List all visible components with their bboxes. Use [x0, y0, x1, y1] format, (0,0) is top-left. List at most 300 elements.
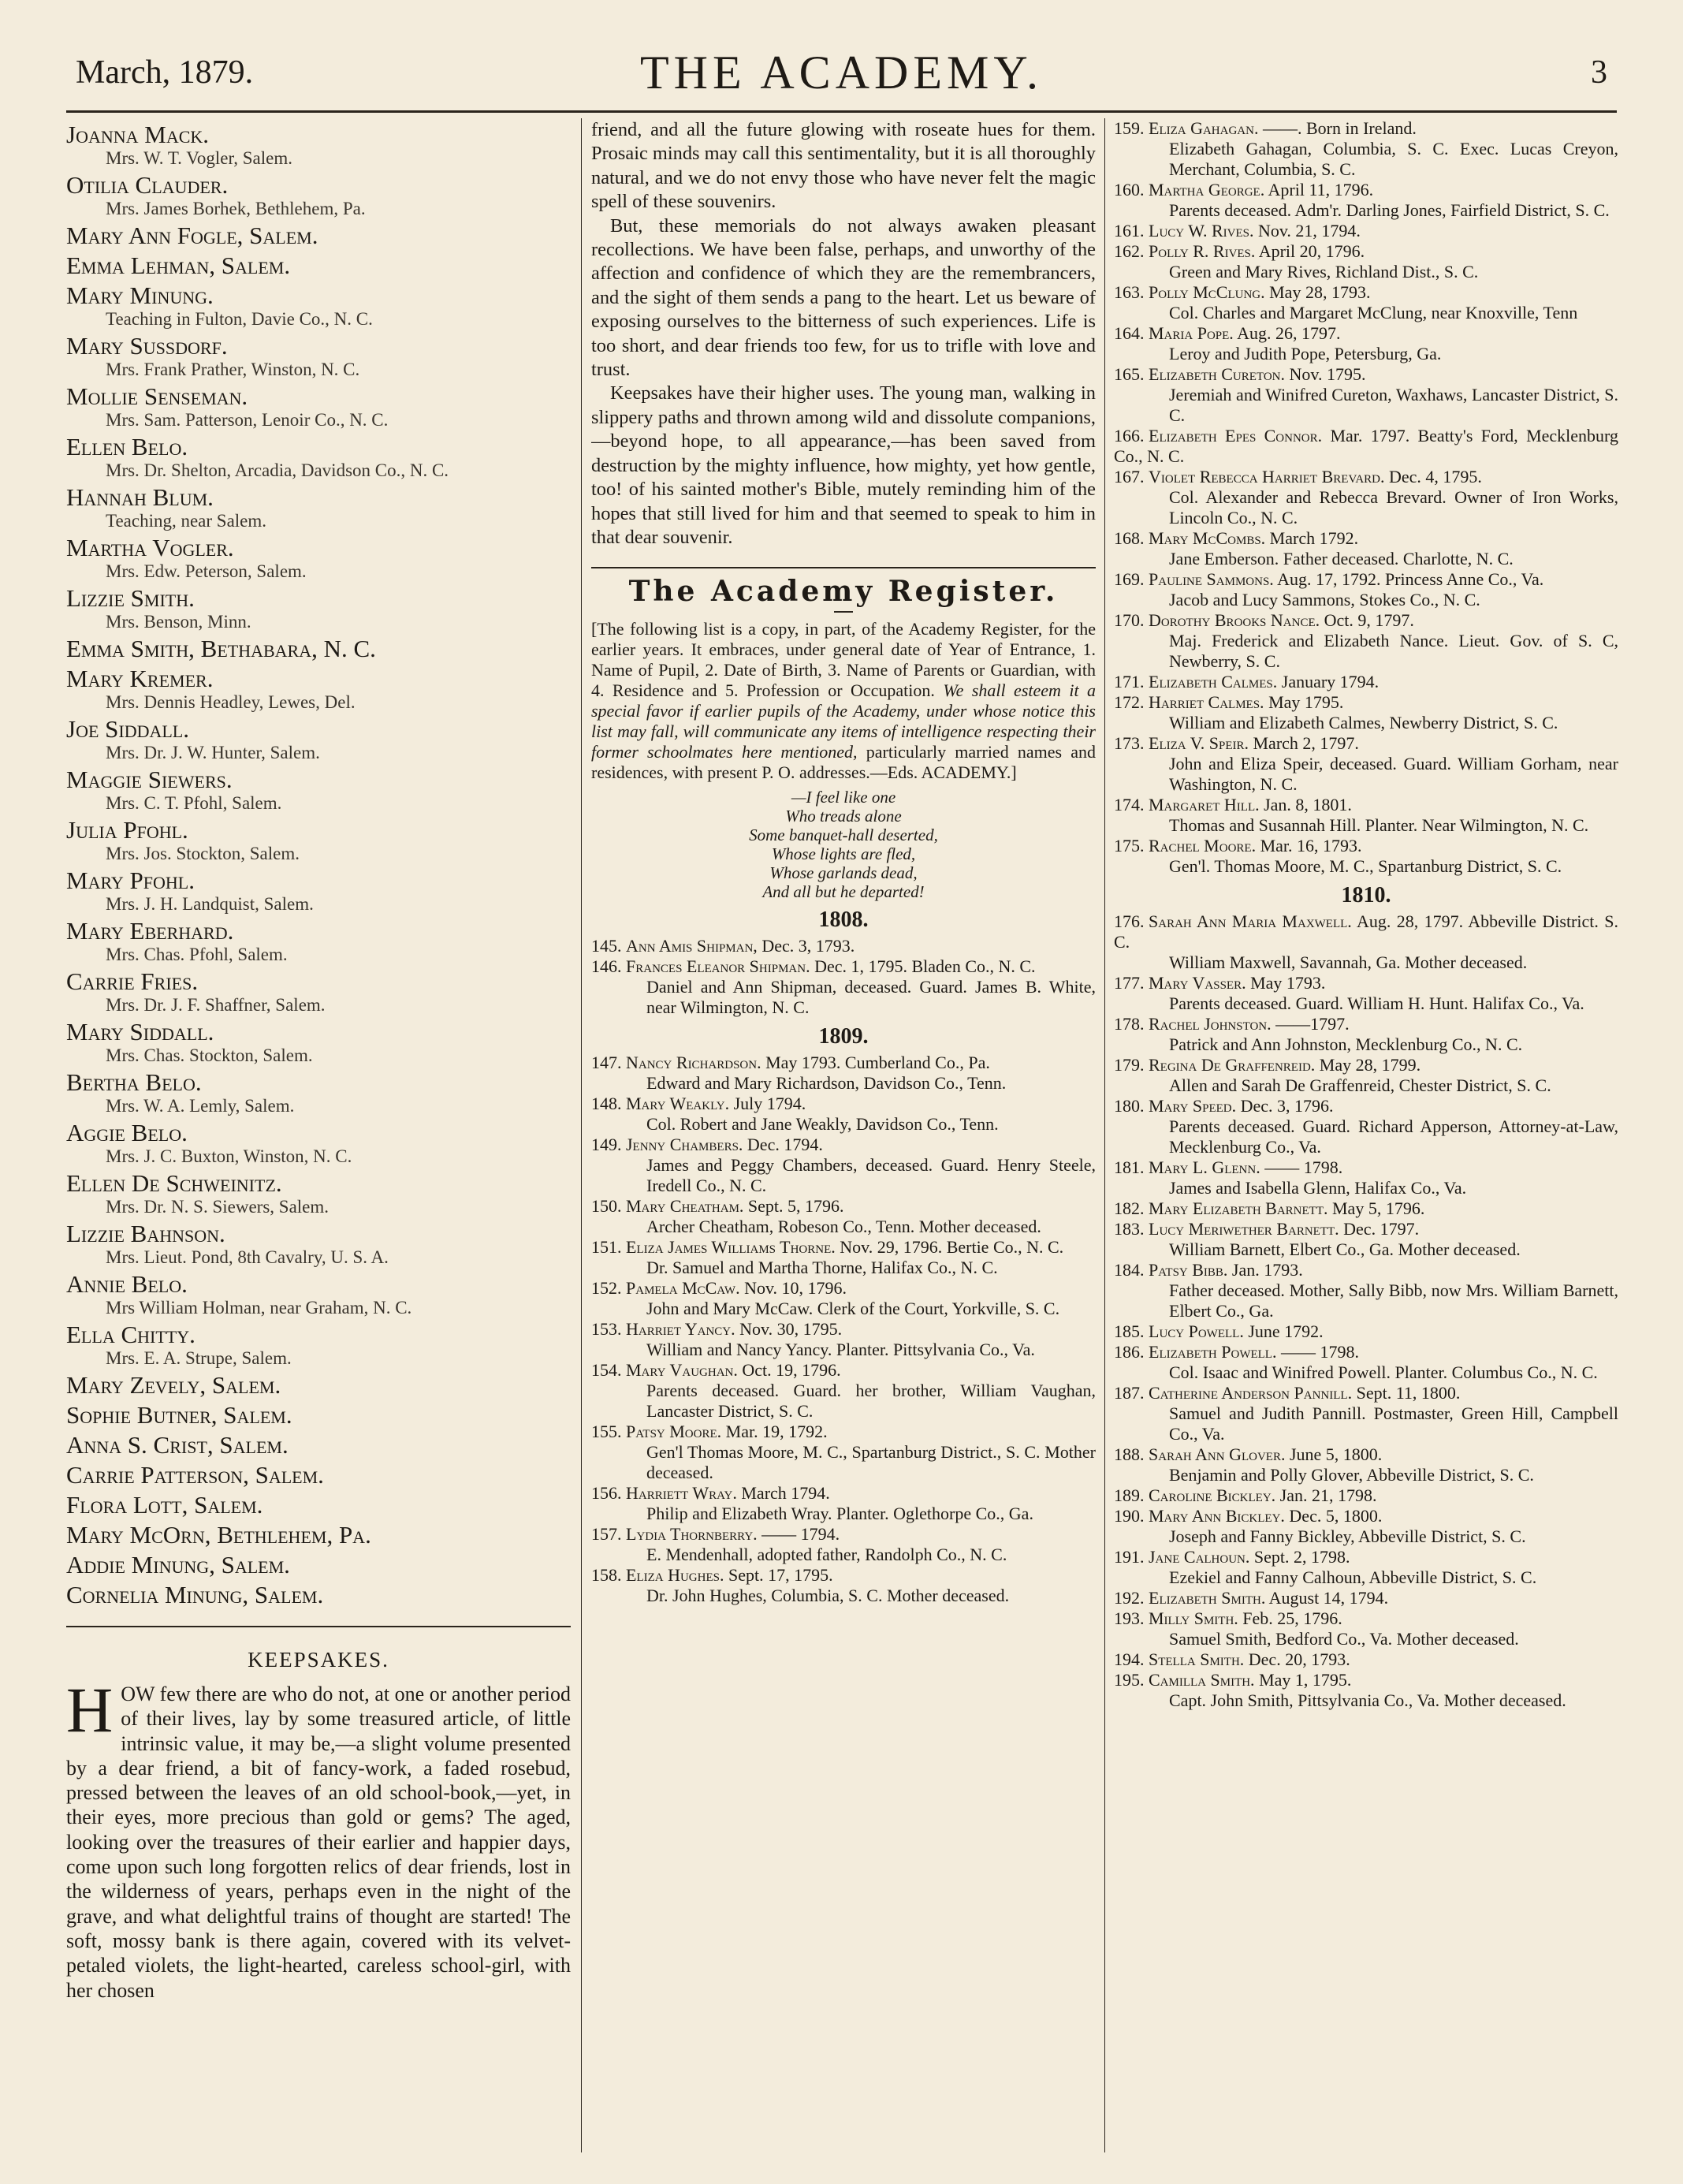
entry-number: 165.: [1114, 364, 1145, 384]
entry-date: Mar. 16, 1793.: [1256, 836, 1362, 855]
entry-number: 187.: [1114, 1383, 1145, 1403]
entry-details: Thomas and Susannah Hill. Planter. Near Wilmington, N. C.: [1169, 815, 1589, 835]
entry-date: March 1792.: [1265, 528, 1359, 548]
register-entry: [1114, 1342, 1618, 1362]
entry-number: 193.: [1114, 1608, 1145, 1628]
entry-date: Dec. 4, 1795.: [1384, 467, 1482, 486]
header-rule: [66, 110, 1617, 113]
student-name: Lizzie Smith.: [66, 584, 195, 612]
entry-date: July 1794.: [729, 1094, 806, 1114]
entry-number: 172.: [1114, 692, 1145, 712]
student-address: Mrs. Sam. Patterson, Lenoir Co., N. C.: [106, 410, 389, 430]
student-list: [66, 121, 571, 1608]
entry-details: Elizabeth Gahagan, Columbia, S. C. Exec. Lucas Creyon, Merchant, Columbia, S. C.: [1169, 139, 1618, 179]
register-entry: [591, 956, 1096, 977]
entry-date: Dec. 3, 1793.: [757, 936, 855, 956]
student-name: Mary Minung.: [66, 281, 214, 309]
entry-date: Aug. 28, 1797. Abbeville District. S. C.: [1114, 911, 1618, 952]
entry-number: 147.: [591, 1053, 622, 1073]
entry-name: Polly McClung.: [1149, 282, 1265, 302]
entry-number: 148.: [591, 1094, 622, 1114]
register-entry: [1114, 672, 1618, 692]
student-address: Mrs. Chas. Stockton, Salem.: [106, 1045, 313, 1065]
entry-details: Jacob and Lucy Sammons, Stokes Co., N. C.: [1169, 590, 1480, 609]
entry-name: Maria Pope.: [1149, 323, 1234, 343]
student-address: Mrs. W. A. Lemly, Salem.: [106, 1096, 295, 1116]
entry-details: William Maxwell, Savannah, Ga. Mother deceased.: [1169, 952, 1528, 972]
entry-details: William and Nancy Yancy. Planter. Pittsylvania Co., Va.: [646, 1340, 1035, 1360]
column-divider-2: [1104, 118, 1105, 2152]
register-entry: [591, 1135, 1096, 1155]
entry-name: Caroline Bickley.: [1149, 1485, 1276, 1505]
entry-name: Eliza Gahagan.: [1149, 118, 1259, 138]
entry-number: 189.: [1114, 1485, 1145, 1505]
entry-details: Joseph and Fanny Bickley, Abbeville District, S. C.: [1169, 1526, 1526, 1546]
entry-name: Lucy Meriwether Barnett.: [1149, 1219, 1339, 1239]
entry-number: 180.: [1114, 1096, 1145, 1116]
entry-date: Jan. 8, 1801.: [1259, 795, 1352, 814]
entry-date: Sept. 17, 1795.: [724, 1565, 833, 1586]
entry-number: 157.: [591, 1524, 622, 1545]
entry-name: Sarah Ann Glover.: [1149, 1444, 1286, 1464]
register-entry: [1114, 1383, 1618, 1403]
register-request: We shall esteem it a special favor if earlier pupils of the Academy, under whose notice this list may fall, will communicate any items of intelligence respecting their former schoolmates here mentioned,: [591, 680, 1096, 762]
register-entry: [1114, 221, 1618, 241]
entry-details: Benjamin and Polly Glover, Abbeville District, S. C.: [1169, 1465, 1534, 1485]
entry-details: Col. Charles and Margaret McClung, near Knoxville, Tenn: [1169, 303, 1578, 322]
entry-date: Dec. 20, 1793.: [1244, 1649, 1350, 1669]
register-entry: [1114, 836, 1618, 856]
year-heading: 1810.: [1341, 883, 1391, 908]
entry-details: Samuel and Judith Pannill. Postmaster, Green Hill, Campbell Co., Va.: [1169, 1403, 1618, 1444]
entry-name: Jane Calhoun.: [1149, 1547, 1250, 1567]
entry-number: 183.: [1114, 1219, 1145, 1239]
page-header: [76, 46, 1607, 101]
entry-details: Dr. John Hughes, Columbia, S. C. Mother deceased.: [646, 1586, 1010, 1606]
student-address: Mrs. J. H. Landquist, Salem.: [106, 894, 314, 914]
entry-number: 190.: [1114, 1506, 1145, 1526]
entry-number: 174.: [1114, 795, 1145, 814]
entry-details: Maj. Frederick and Elizabeth Nance. Lieut. Gov. of S. C, Newberry, S. C.: [1169, 631, 1618, 671]
register-entry: [1114, 1198, 1618, 1219]
entry-number: 161.: [1114, 221, 1145, 240]
student-name: Aggie Belo.: [66, 1119, 188, 1146]
register-entry: [1114, 1485, 1618, 1506]
entry-name: Lydia Thornberry.: [626, 1524, 758, 1545]
entry-name: Ann Amis Shipman,: [626, 936, 758, 956]
entry-name: Dorothy Brooks Nance.: [1149, 610, 1320, 630]
student-name: Mary Eberhard.: [66, 917, 234, 945]
entry-details: E. Mendenhall, adopted father, Randolph Co., N. C.: [646, 1545, 1007, 1565]
entry-name: Mary Vasser.: [1149, 973, 1246, 993]
entry-name: Milly Smith.: [1149, 1608, 1238, 1628]
entry-details: Jane Emberson. Father deceased. Charlotte, N. C.: [1169, 549, 1514, 568]
register-entry: [1114, 364, 1618, 385]
section-divider: [591, 567, 1096, 568]
student-name: Mollie Senseman.: [66, 382, 248, 410]
entry-details: Samuel Smith, Bedford Co., Va. Mother deceased.: [1169, 1629, 1519, 1649]
register-entry: [591, 936, 1096, 956]
student-name: Mary Pfohl.: [66, 867, 195, 894]
entry-number: 171.: [1114, 672, 1145, 691]
student-address: Teaching, near Salem.: [106, 511, 267, 531]
entry-details: William and Elizabeth Calmes, Newberry District, S. C.: [1169, 713, 1558, 732]
register-entry: [591, 1524, 1096, 1545]
entry-number: 151.: [591, 1237, 622, 1258]
entry-name: Elizabeth Powell.: [1149, 1342, 1277, 1362]
student-name: Emma Smith, Bethabara, N. C.: [66, 635, 376, 662]
entry-date: Nov. 30, 1795.: [735, 1319, 843, 1340]
entry-date: Oct. 9, 1797.: [1320, 610, 1414, 630]
register-entry: [1114, 426, 1618, 467]
entry-details: Ezekiel and Fanny Calhoun, Abbeville District, S. C.: [1169, 1567, 1537, 1587]
entry-number: 158.: [591, 1565, 622, 1586]
entry-date: Feb. 25, 1796.: [1238, 1608, 1342, 1628]
entry-date: May 28, 1793.: [1264, 282, 1371, 302]
register-intro-text: [The following list is a copy, in part, of the Academy Register, for the earlier years. It embraces, under general date of Year of Entrance, 1. Name of Pupil, 2. Date of Birth, 3. Name of Parents or Guardian, with 4. Residence and 5. Profession or Occupation.: [591, 619, 1096, 701]
register-entry: [1114, 795, 1618, 815]
entry-name: Harriet Yancy.: [626, 1319, 735, 1340]
keepsakes-continued-3: Keepsakes have their higher uses. The young man, walking in slippery paths and thrown among wild and dissolute companions,—beyond hope, to all appearance,—has been saved from destruction by the mighty influence, how mighty, yet how gentle, too! of his sainted mother's Bible, mutely reminding him of the hopes that still lived for him and that seemed to speak to him in that dear souvenir.: [591, 382, 1096, 548]
entry-number: 150.: [591, 1196, 622, 1217]
entry-details: Col. Robert and Jane Weakly, Davidson Co., Tenn.: [646, 1114, 999, 1135]
register-entry: [1114, 528, 1618, 549]
entry-date: —— 1794.: [757, 1524, 840, 1545]
student-name: Mary McOrn, Bethlehem, Pa.: [66, 1521, 371, 1549]
entry-details: Parents deceased. Guard. Richard Apperson, Attorney-at-Law, Mecklenburg Co., Va.: [1169, 1116, 1618, 1157]
entry-date: Jan. 21, 1798.: [1275, 1485, 1377, 1505]
entry-number: 146.: [591, 956, 622, 977]
entry-number: 194.: [1114, 1649, 1145, 1669]
student-name: Mary Ann Fogle, Salem.: [66, 222, 318, 249]
entry-number: 191.: [1114, 1547, 1145, 1567]
register-entry: [1114, 1260, 1618, 1280]
student-name: Annie Belo.: [66, 1270, 188, 1298]
entry-number: 169.: [1114, 569, 1145, 589]
entry-date: Nov. 21, 1794.: [1253, 221, 1361, 240]
register-entry: [1114, 1444, 1618, 1465]
student-address: Mrs. Jos. Stockton, Salem.: [106, 844, 300, 863]
entry-number: 163.: [1114, 282, 1145, 302]
entry-details: John and Mary McCaw. Clerk of the Court, Yorkville, S. C.: [646, 1299, 1060, 1319]
entry-name: Mary Cheatham.: [626, 1196, 744, 1217]
entry-date: May 28, 1799.: [1315, 1055, 1421, 1075]
entry-date: January 1794.: [1277, 672, 1380, 691]
register-entries-1809: [1114, 118, 1618, 877]
entry-number: 160.: [1114, 180, 1145, 199]
entry-number: 145.: [591, 936, 622, 956]
register-entry: [591, 1565, 1096, 1586]
student-address: Mrs. J. C. Buxton, Winston, N. C.: [106, 1146, 352, 1166]
register-entries-1810: [1114, 911, 1618, 1711]
entry-details: James and Isabella Glenn, Halifax Co., Va.: [1169, 1178, 1467, 1198]
entry-number: 192.: [1114, 1588, 1145, 1608]
student-name: Ellen Belo.: [66, 433, 188, 460]
entry-number: 175.: [1114, 836, 1145, 855]
entry-name: Eliza James Williams Thorne.: [626, 1237, 836, 1258]
entry-name: Camilla Smith.: [1149, 1670, 1255, 1690]
entry-number: 179.: [1114, 1055, 1145, 1075]
entry-date: Dec. 3, 1796.: [1236, 1096, 1334, 1116]
entry-date: April 11, 1796.: [1264, 180, 1374, 199]
poem-line: Some banquet-hall deserted,: [749, 826, 938, 845]
register-entry: [1114, 569, 1618, 590]
register-entry: [1114, 1157, 1618, 1178]
register-entry: [591, 1094, 1096, 1114]
entry-date: Jan. 1793.: [1227, 1260, 1303, 1280]
poem-line: Whose lights are fled,: [771, 844, 916, 864]
register-intro: [591, 619, 1096, 783]
entry-date: April 20, 1796.: [1255, 241, 1365, 261]
student-address: Mrs. W. T. Vogler, Salem.: [106, 148, 292, 168]
student-address: Mrs William Holman, near Graham, N. C.: [106, 1298, 412, 1317]
entry-date: Nov. 10, 1796.: [739, 1278, 847, 1299]
student-address: Mrs. C. T. Pfohl, Salem.: [106, 793, 282, 813]
entry-name: Elizabeth Smith.: [1149, 1588, 1266, 1608]
entry-date: June 5, 1800.: [1285, 1444, 1383, 1464]
entry-details: Patrick and Ann Johnston, Mecklenburg Co., N. C.: [1169, 1034, 1523, 1054]
student-address: Teaching in Fulton, Davie Co., N. C.: [106, 309, 373, 329]
keepsakes-text: OW few there are who do not, at one or another period of their lives, lay by some treasured article, of little intrinsic value, it may be,—a slight volume presented by a dear friend, a bit of fancy-work, a faded rosebud, pressed between the leaves of an old school-book,—yet, in their eyes, more precious than gold or gems? The aged, looking over the treasures of their earlier and happier days, come upon such long forgotten relics of dear friends, lost in the wilderness of years, perhaps even in the night of the grave, and what delightful trains of thought are started! The soft, mossy bank is there again, covered with its velvet-petaled violets, the light-hearted, careless school-girl, with her chosen: [66, 1683, 571, 2002]
entry-name: Lucy W. Rives.: [1149, 221, 1254, 240]
student-name: Flora Lott, Salem.: [66, 1491, 263, 1519]
student-address: Mrs. E. A. Strupe, Salem.: [106, 1348, 292, 1368]
column-1: [66, 118, 571, 2003]
poem-line: Whose garlands dead,: [769, 863, 918, 883]
student-address: Mrs. Benson, Minn.: [106, 612, 251, 632]
register-entry: [1114, 1670, 1618, 1690]
entry-number: 177.: [1114, 973, 1145, 993]
entry-details: Parents deceased. Guard. William H. Hunt. Halifax Co., Va.: [1169, 993, 1584, 1013]
year-heading: 1809.: [818, 1024, 869, 1049]
entry-name: Margaret Hill.: [1149, 795, 1260, 814]
keepsakes-article: [66, 1674, 571, 2003]
entry-name: Catherine Anderson Pannill.: [1149, 1383, 1353, 1403]
entry-name: Harriet Calmes.: [1149, 692, 1264, 712]
entry-name: Patsy Bibb.: [1149, 1260, 1228, 1280]
student-name: Ella Chitty.: [66, 1321, 195, 1348]
entry-name: Lucy Powell.: [1149, 1321, 1244, 1341]
entry-details: Allen and Sarah De Graffenreid, Chester District, S. C.: [1169, 1075, 1551, 1095]
entry-name: Elizabeth Epes Connor.: [1149, 426, 1323, 445]
register-entry: [1114, 1649, 1618, 1670]
entry-number: 149.: [591, 1135, 622, 1155]
entry-name: Mary Ann Bickley.: [1149, 1506, 1285, 1526]
entry-date: Dec. 5, 1800.: [1284, 1506, 1383, 1526]
entry-name: Pauline Sammons.: [1149, 569, 1274, 589]
entry-name: Elizabeth Cureton.: [1149, 364, 1285, 384]
entry-number: 188.: [1114, 1444, 1145, 1464]
student-name: Bertha Belo.: [66, 1068, 202, 1096]
entry-date: Sept. 5, 1796.: [743, 1196, 844, 1217]
entry-date: March 1794.: [736, 1483, 830, 1504]
page-number: 3: [1591, 54, 1607, 91]
keepsakes-continued-2: But, these memorials do not always awaken pleasant recollections. We have been false, perhaps, and unworthy of the affection and confidence of which they are the remembrancers, and the sight of them sends a pang to the heart. Let us beware of exposing ourselves to the bitterness of such experiences. Life is too short, and dear friends too few, for us to trifle with love and trust.: [591, 214, 1096, 381]
entry-name: Mary Elizabeth Barnett.: [1149, 1198, 1328, 1218]
entry-number: 195.: [1114, 1670, 1145, 1690]
student-name: Maggie Siewers.: [66, 766, 233, 793]
entry-details: James and Peggy Chambers, deceased. Guard. Henry Steele, Iredell Co., N. C.: [646, 1155, 1096, 1196]
student-address: Mrs. Chas. Pfohl, Salem.: [106, 945, 288, 964]
entry-name: Sarah Ann Maria Maxwell.: [1149, 911, 1352, 931]
entry-details: Jeremiah and Winifred Cureton, Waxhaws, Lancaster District, S. C.: [1169, 385, 1618, 425]
student-address: Mrs. Dr. J. F. Shaffner, Salem.: [106, 995, 326, 1015]
entry-name: Rachel Johnston.: [1149, 1014, 1272, 1034]
entry-number: 159.: [1114, 118, 1145, 138]
entry-date: Aug. 26, 1797.: [1233, 323, 1341, 343]
entry-number: 167.: [1114, 467, 1145, 486]
entry-date: —— 1798.: [1260, 1157, 1343, 1177]
entry-name: Martha George.: [1149, 180, 1265, 199]
entry-number: 152.: [591, 1278, 622, 1299]
student-address: Mrs. Dennis Headley, Lewes, Del.: [106, 692, 356, 712]
register-entry: [591, 1278, 1096, 1299]
entry-date: Dec. 1, 1795. Bladen Co., N. C.: [810, 956, 1036, 977]
entry-details: Col. Isaac and Winifred Powell. Planter. Columbus Co., N. C.: [1169, 1362, 1598, 1382]
entry-date: May 1795.: [1264, 692, 1344, 712]
entry-number: 181.: [1114, 1157, 1145, 1177]
entry-number: 184.: [1114, 1260, 1145, 1280]
entry-details: Leroy and Judith Pope, Petersburg, Ga.: [1169, 344, 1442, 363]
entry-details: Daniel and Ann Shipman, deceased. Guard. James B. White, near Wilmington, N. C.: [646, 977, 1096, 1018]
student-name: Cornelia Minung, Salem.: [66, 1581, 324, 1608]
student-address: Mrs. Dr. N. S. Siewers, Salem.: [106, 1197, 330, 1217]
entry-details: Capt. John Smith, Pittsylvania Co., Va. Mother deceased.: [1169, 1690, 1566, 1710]
entry-number: 166.: [1114, 426, 1145, 445]
register-entry: [1114, 282, 1618, 303]
poem-line: Who treads alone: [785, 807, 902, 826]
register-entry: [1114, 1608, 1618, 1629]
register-heading: The Academy Register.: [628, 575, 1059, 609]
entry-date: March 2, 1797.: [1249, 733, 1359, 753]
entry-number: 186.: [1114, 1342, 1145, 1362]
entry-date: Mar. 19, 1792.: [721, 1422, 828, 1442]
entry-date: —— 1798.: [1276, 1342, 1359, 1362]
student-name: Mary Zevely, Salem.: [66, 1371, 281, 1399]
register-entry: [1114, 1096, 1618, 1116]
poem-line: —I feel like one: [791, 788, 896, 807]
entry-number: 162.: [1114, 241, 1145, 261]
entry-number: 164.: [1114, 323, 1145, 343]
entry-details: John and Eliza Speir, deceased. Guard. William Gorham, near Washington, N. C.: [1169, 754, 1618, 794]
entry-name: Eliza V. Speir.: [1149, 733, 1249, 753]
register-entry: [1114, 1506, 1618, 1526]
student-name: Otilia Clauder.: [66, 171, 229, 199]
entry-date: June 1792.: [1243, 1321, 1324, 1341]
student-name: Addie Minung, Salem.: [66, 1551, 290, 1578]
register-entry: [591, 1196, 1096, 1217]
entry-details: William Barnett, Elbert Co., Ga. Mother deceased.: [1169, 1239, 1521, 1259]
entry-number: 156.: [591, 1483, 622, 1504]
student-name: Carrie Fries.: [66, 967, 199, 995]
entry-date: May 5, 1796.: [1327, 1198, 1425, 1218]
entry-name: Stella Smith.: [1149, 1649, 1245, 1669]
heading-rule: [834, 611, 853, 613]
register-entry: [1114, 1547, 1618, 1567]
student-name: Anna S. Crist, Salem.: [66, 1431, 289, 1459]
entry-details: Parents deceased. Guard. her brother, William Vaughan, Lancaster District, S. C.: [646, 1381, 1096, 1422]
register-entry: [591, 1053, 1096, 1073]
keepsakes-heading: KEEPSAKES.: [248, 1648, 389, 1672]
entry-name: Mary Vaughan.: [626, 1360, 738, 1381]
student-name: Ellen De Schweinitz.: [66, 1169, 282, 1197]
register-entry: [1114, 118, 1618, 139]
entry-number: 178.: [1114, 1014, 1145, 1034]
entry-name: Patsy Moore.: [626, 1422, 722, 1442]
section-divider: [66, 1626, 571, 1627]
register-request-end: particularly married names and residences, with present P. O. addresses.—Eds. ACADEMY.]: [591, 742, 1096, 783]
entry-details: Archer Cheatham, Robeson Co., Tenn. Mother deceased.: [646, 1217, 1041, 1237]
entry-number: 154.: [591, 1360, 622, 1381]
entry-name: Jenny Chambers.: [626, 1135, 743, 1155]
column-3: [1114, 118, 1618, 1711]
student-address: Mrs. James Borhek, Bethlehem, Pa.: [106, 199, 366, 218]
register-entry: [1114, 323, 1618, 344]
register-entry: [1114, 733, 1618, 754]
register-entry: [1114, 610, 1618, 631]
student-name: Mary Siddall.: [66, 1018, 214, 1045]
register-entry: [1114, 1321, 1618, 1342]
student-address: Mrs. Dr. Shelton, Arcadia, Davidson Co., N. C.: [106, 460, 449, 480]
register-entry: [1114, 692, 1618, 713]
register-entry: [1114, 467, 1618, 487]
entry-details: Gen'l Thomas Moore, M. C., Spartanburg District., S. C. Mother deceased.: [646, 1442, 1096, 1483]
entry-date: Dec. 1797.: [1339, 1219, 1420, 1239]
student-name: Lizzie Bahnson.: [66, 1220, 225, 1247]
entry-details: Edward and Mary Richardson, Davidson Co., Tenn.: [646, 1073, 1007, 1094]
register-sections: [591, 906, 1096, 1606]
entry-date: Dec. 1794.: [743, 1135, 823, 1155]
issue-date: March, 1879.: [76, 54, 254, 91]
entry-details: Green and Mary Rives, Richland Dist., S. C.: [1169, 262, 1479, 281]
entry-name: Mary L. Glenn.: [1149, 1157, 1260, 1177]
entry-name: Rachel Moore.: [1149, 836, 1257, 855]
register-entry: [591, 1483, 1096, 1504]
entry-number: 168.: [1114, 528, 1145, 548]
register-entry: [591, 1237, 1096, 1258]
entry-name: Frances Eleanor Shipman.: [626, 956, 810, 977]
student-name: Joe Siddall.: [66, 715, 189, 743]
entry-number: 185.: [1114, 1321, 1145, 1341]
poem-line: And all but he departed!: [762, 882, 925, 902]
entry-details: Dr. Samuel and Martha Thorne, Halifax Co., N. C.: [646, 1258, 998, 1278]
entry-details: Parents deceased. Adm'r. Darling Jones, Fairfield District, S. C.: [1169, 200, 1610, 220]
entry-number: 155.: [591, 1422, 622, 1442]
student-name: Martha Vogler.: [66, 534, 234, 561]
entry-date: August 14, 1794.: [1265, 1588, 1389, 1608]
register-entry: [1114, 1588, 1618, 1608]
entry-name: Mary Speed.: [1149, 1096, 1237, 1116]
register-entry: [1114, 911, 1618, 952]
entry-number: 176.: [1114, 911, 1145, 931]
entry-details: Gen'l. Thomas Moore, M. C., Spartanburg District, S. C.: [1169, 856, 1562, 876]
entry-name: Violet Rebecca Harriet Brevard.: [1149, 467, 1385, 486]
column-divider-1: [581, 118, 582, 2152]
entry-name: Harriett Wray.: [626, 1483, 737, 1504]
masthead-title: THE ACADEMY.: [640, 47, 1043, 99]
entry-number: 170.: [1114, 610, 1145, 630]
entry-date: Nov. 1795.: [1284, 364, 1366, 384]
register-entry: [1114, 1219, 1618, 1239]
entry-date: May 1793.: [1245, 973, 1326, 993]
entry-date: ——. Born in Ireland.: [1258, 118, 1417, 138]
entry-details: Father deceased. Mother, Sally Bibb, now Mrs. William Barnett, Elbert Co., Ga.: [1169, 1280, 1618, 1321]
entry-name: Nancy Richardson.: [626, 1053, 761, 1073]
entry-number: 173.: [1114, 733, 1145, 753]
entry-number: 182.: [1114, 1198, 1145, 1218]
entry-details: Col. Alexander and Rebecca Brevard. Owner of Iron Works, Lincoln Co., N. C.: [1169, 487, 1618, 527]
epigraph-poem: [591, 788, 1096, 901]
